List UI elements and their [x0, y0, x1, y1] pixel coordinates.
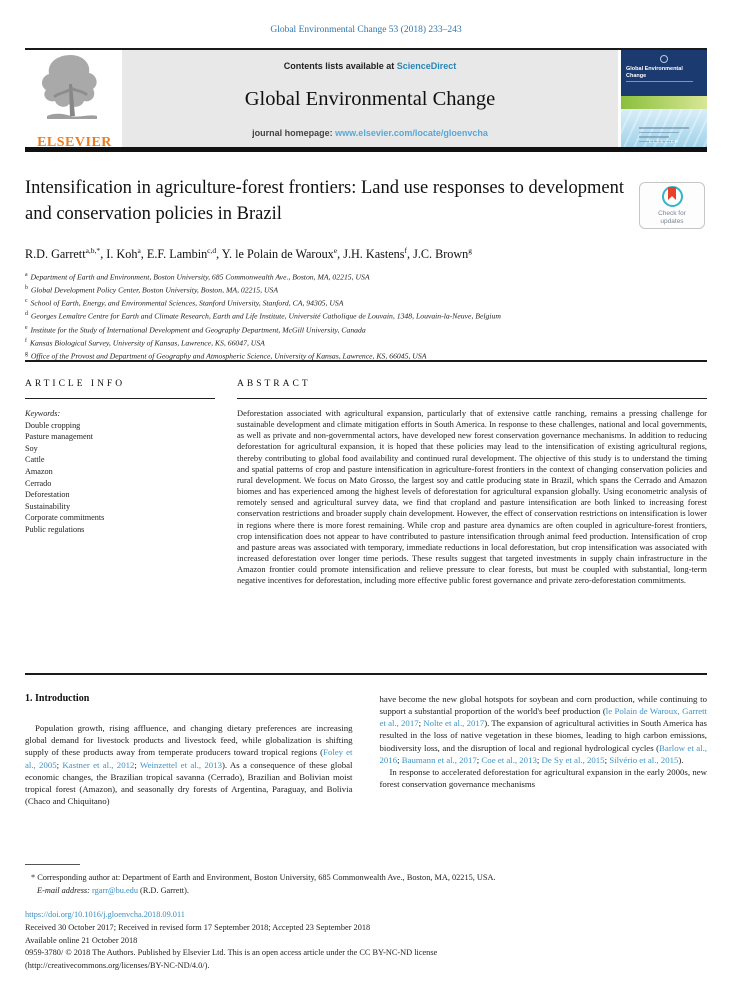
- contents-line-text: Contents lists available at: [283, 61, 397, 71]
- masthead-band: [122, 50, 618, 147]
- email-link[interactable]: rgarr@bu.edu: [92, 885, 138, 895]
- body-text: ). The expansion of agricultural activities in South America has resulted in the loss of native vegetation in these biomes, leading to high carbon emissions, biodiversity loss, and the disruption of local and regional hydrological cycles (: [379, 718, 707, 753]
- keyword-item: Double cropping: [25, 420, 81, 430]
- body-text: ;: [476, 754, 482, 765]
- author-name: J.C. Brown$^g$: [413, 246, 473, 262]
- check-updates-label: Check for updates: [658, 210, 686, 225]
- keyword-item: Amazon: [25, 466, 53, 476]
- citation-link[interactable]: De Sy et al., 2015: [541, 754, 605, 765]
- citation-link[interactable]: Foley et al., 2005: [25, 747, 353, 770]
- body-text: have become the new global hotspots for soybean and corn production, while continuing to support a substantial proportion of the world's beef production (: [379, 694, 707, 717]
- intro-paragraph-right-1: [380, 693, 708, 766]
- citation-link[interactable]: Nolte et al., 2017: [423, 718, 485, 729]
- intro-paragraph-right-2: In response to accelerated deforestation for agricultural expansion in the early 2000s, new forest conservation governance mechanisms: [379, 766, 707, 790]
- corresponding-author-footnote: [25, 864, 707, 897]
- body-text: ). As a consequence of these global economic changes, the Brazilian tropical savanna (Cerrado), Brazilian and Bolivian moist tropical forest (Amazon), and seasonally dry forests of Argentina, Paraguay, and Bolivia (Chaco and Chiquitano): [25, 759, 353, 807]
- available-line: Available online 21 October 2018: [25, 935, 138, 945]
- journal-masthead: [25, 48, 707, 152]
- authors-line: R.D. Garrett$^{a,b,*}$, I. Koh$^a$, E.F. Lambin$^{c,d}$, Y. le Polain de Waroux$^e$, J.H. Kastens$^f$, J.C. Brown$^g$: [25, 246, 473, 262]
- introduction-section: [25, 693, 707, 807]
- citation-link[interactable]: Barlow et al., 2016: [379, 742, 707, 765]
- affiliation-item: $^d$ Georges Lemaître Centre for Earth and Climate Research, Earth and Life Institute, Université Catholique de Louvain, 1348, Louvain-la-Neuve, Belgium: [25, 311, 501, 322]
- keyword-item: Cattle: [25, 455, 45, 465]
- keywords-list: [25, 420, 215, 536]
- sciencedirect-link[interactable]: ScienceDirect: [396, 61, 457, 71]
- body-text: Population growth, rising affluence, and changing dietary preferences are increasing global demand for livestock products and livestock feed, while globalization is shifting supply of these products away from temperate producers toward tropical regions (: [25, 723, 353, 758]
- affiliations-list: [25, 270, 707, 362]
- crossmark-icon: [662, 186, 683, 207]
- journal-cover-thumbnail[interactable]: [621, 50, 707, 147]
- keyword-item: Sustainability: [25, 501, 71, 511]
- masthead-bottom-bar: [25, 147, 707, 152]
- citation-link[interactable]: Silvério et al., 2015: [609, 754, 679, 765]
- author-name: R.D. Garrett$^{a,b,*}$: [25, 246, 101, 262]
- keyword-item: Soy: [25, 443, 38, 453]
- intro-column-right: [380, 693, 708, 807]
- citation-link[interactable]: Kastner et al., 2012: [62, 759, 135, 770]
- footnote-rule: [25, 864, 80, 865]
- cover-title: Global Environmental Change: [626, 66, 683, 79]
- journal-title: Global Environmental Change: [244, 88, 496, 110]
- homepage-link[interactable]: www.elsevier.com/locate/gloenvcha: [335, 128, 488, 138]
- check-updates-badge[interactable]: [639, 182, 705, 229]
- email-line: [25, 885, 707, 898]
- abstract-column: [237, 362, 707, 673]
- corresponding-author-note: * Corresponding author at: Department of Earth and Environment, Boston University, 685 Commonwealth Ave., Boston, MA, 02215, USA.: [31, 873, 496, 882]
- article-info-column: [25, 362, 215, 673]
- cover-top-band: [621, 50, 707, 96]
- abstract-rule: [237, 398, 707, 399]
- email-label: E-mail address:: [37, 885, 90, 895]
- homepage-label: journal homepage:: [252, 128, 336, 138]
- received-line: Received 30 October 2017; Received in revised form 17 September 2018; Accepted 23 September 2018: [25, 922, 371, 932]
- cover-logo-icon: [660, 55, 668, 63]
- affiliation-item: $^e$ Institute for the Study of International Development and Geography Department, McGill University, Canada: [25, 324, 366, 335]
- article-title: Intensification in agriculture-forest frontiers: Land use responses to development and conservation policies in Brazil: [25, 178, 625, 224]
- doi-link[interactable]: https://doi.org/10.1016/j.gloenvcha.2018.09.011: [25, 910, 185, 919]
- journal-citation-header: Global Environmental Change 53 (2018) 233–243: [270, 25, 462, 35]
- author-name: J.H. Kastens$^f$: [343, 246, 407, 262]
- affiliation-item: $^g$ Office of the Provost and Department of Geography and Atmospheric Science, University of Kansas, Lawrence, KS, 66045, USA: [25, 350, 427, 361]
- article-info-rule: [25, 398, 215, 399]
- homepage-line: [252, 128, 488, 138]
- affiliation-item: $^b$ Global Development Policy Center, Boston University, Boston, MA, 02215, USA: [25, 285, 279, 295]
- keywords-label: Keywords:: [25, 409, 61, 418]
- intro-paragraph-left: [25, 722, 353, 807]
- keyword-item: Pasture management: [25, 432, 93, 442]
- body-text: ).: [678, 754, 684, 765]
- cover-art: [621, 109, 707, 147]
- elsevier-wordmark: ELSEVIER: [37, 135, 112, 150]
- keyword-item: Deforestation: [25, 490, 70, 500]
- cover-subline: [626, 81, 693, 82]
- copyright-line: 0959-3780/ © 2018 The Authors. Published by Elsevier Ltd. This is an open access article under the CC BY-NC-ND license: [25, 948, 438, 958]
- elsevier-logo: [25, 50, 122, 150]
- info-abstract-section: [25, 360, 707, 675]
- affiliation-item: $^f$ Kansas Biological Survey, University of Kansas, Lawrence, KS, 66047, USA: [25, 337, 265, 348]
- keyword-item: Corporate commitments: [25, 513, 105, 523]
- keyword-item: Cerrado: [25, 478, 52, 488]
- abstract-text: Deforestation associated with agricultural expansion, particularly that of extensive cattle ranching, remains a pressing challenge for sustainable development and climate mitigation efforts in South America. In response to these challenges, national and local governments, as well as private and non-governmental actors, have developed new forest conservation governance mechanisms. In addition to reducing deforestation for agricultural expansion, it is hoped that these policies may lead to the intensification of existing agricultural regions, thereby contributing to global food availability and continued rural development. The objective of this study is to understand the timing and spatial patterns of crop and pasture intensification in agriculture-forest frontiers in the context of changing conservation policies and rural development. We focus on Mato Grosso, the largest soy and cattle producing state in Brazil, which spans the Cerrado and Amazon biomes and has experienced among the highest levels of deforestation for agricultural expansion globally. Using econometric analysis of remotely sensed and agricultural survey data, we find that cropland and pasture intensification are both linked to increasing forest conservation restrictions and broader supply chain development. However, the effect of conservation restrictions on intensification is lower in regions where there is more forest remaining. While crop and pasture area dynamics are often coupled in agriculture-forest frontiers, crop intensification does not appear to have contributed to pasture intensification through animal feed production. Intensification of crop and pasture areas was associated with temporary, immediate reductions in local deforestation, but crop intensification was associated with increased deforestation over longer time periods. These results suggest that targeted investments in supply chain infrastructure in the Amazon frontier could promote intensification and relieve pressure to clear forests, but must be coupled with substantial, long-term negative incentives for deforestation, including more effective public forest governance and private zero-deforestation commitments.: [237, 408, 707, 586]
- introduction-heading: 1. Introduction: [25, 693, 90, 704]
- citation-link[interactable]: Weinzettel et al., 2013: [139, 759, 222, 770]
- affiliation-item: $^a$ Department of Earth and Environment, Boston University, 685 Commonwealth Ave., Boston, MA, 02215, USA: [25, 272, 370, 282]
- article-info-heading: ARTICLE INFO: [25, 379, 126, 389]
- citation-link[interactable]: Baumann et al., 2017: [401, 754, 477, 765]
- author-name: Y. le Polain de Waroux$^e$: [221, 246, 338, 262]
- body-text: ;: [134, 759, 140, 770]
- email-suffix: (R.D. Garrett).: [137, 885, 189, 895]
- citation-link[interactable]: le Polain de Waroux, Garrett et al., 2017: [379, 706, 707, 729]
- affiliation-item: $^c$ School of Earth, Energy, and Environmental Sciences, Stanford University, Stanford, CA, 94305, USA: [25, 298, 344, 308]
- contents-line: [284, 61, 457, 71]
- citation-link[interactable]: Coe et al., 2013: [481, 754, 537, 765]
- abstract-heading: ABSTRACT: [237, 379, 311, 389]
- cover-publisher: ELSEVIER: [648, 139, 679, 144]
- cover-green-band: [621, 96, 707, 109]
- body-text: ;: [397, 754, 402, 765]
- body-text: ;: [604, 754, 610, 765]
- intro-column-left: [25, 693, 353, 807]
- author-name: E.F. Lambin$^{c,d}$: [146, 246, 217, 262]
- author-name: I. Koh$^a$: [106, 246, 141, 262]
- body-text: ;: [536, 754, 542, 765]
- body-text: ;: [56, 759, 63, 770]
- license-line: (http://creativecommons.org/licenses/BY-NC-ND/4.0/).: [25, 961, 210, 971]
- body-text: ;: [418, 718, 424, 729]
- keywords-block: [25, 408, 215, 536]
- keyword-item: Public regulations: [25, 524, 85, 534]
- article-footer: [25, 909, 707, 973]
